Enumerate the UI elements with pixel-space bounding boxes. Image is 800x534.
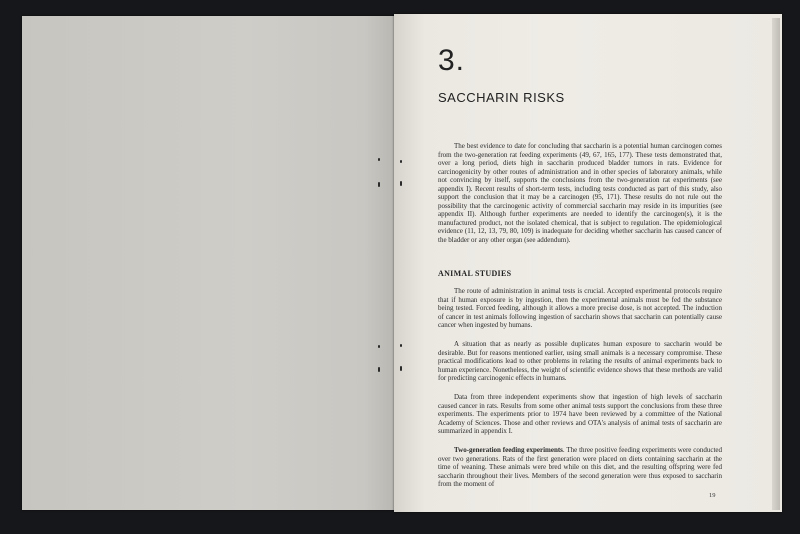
run-in-body: . The three positive feeding experiments were conducted over two generations. Rats of the first generation were placed on diets containing saccharin at the time of weaning. These animals were bred while on this diet, and the resulting offspring were fed saccharin throughout their lives. Members of the second generation were thus exposed to saccharin from the moment of bbox=[438, 446, 722, 488]
binding-hole-mark bbox=[378, 345, 380, 348]
binding-hole-mark bbox=[378, 158, 380, 161]
intro-paragraph: The best evidence to date for concluding that saccharin is a potential human carcinogen comes from the two-generation rat feeding experiments (49, 67, 165, 177). These tests demonstrated that, over a long period, diets high in saccharin produced bladder tumors in rats. Evidence for carcinogenicity by other routes of administration and in other species of laboratory animals, while not convincing by itself, supports the conclusions from the two-generation rat experiments (see appendix I). Recent results of short-term tests, including tests conducted as part of this study, also support the conclusion that it may be a carcinogen (95, 171). These results do not rule out the possibility that the carcinogenic activity of commercial saccharin may reside in its impurities (see appendix II). Although further experiments are needed to identify the carcinogen(s), it is the manufactured product, not the isolated chemical, that is subject to regulation. The epidemiological evidence (11, 12, 13, 79, 80, 109) is inadequate for deciding whether saccharin has caused cancer of the bladder or any other organ (see addendum). bbox=[438, 142, 722, 244]
page-edge-shadow bbox=[772, 18, 780, 510]
body-paragraph: Data from three independent experiments show that ingestion of high levels of saccharin caused cancer in rats. Results from some other animal tests support the conclusions from these three experiments. The experiments prior to 1974 have been reviewed by a committee of the National Academy of Sciences. Those and other reviews and OTA's analysis of animal tests of saccharin are summarized in appendix I. bbox=[438, 393, 722, 435]
binding-hole-mark bbox=[400, 366, 402, 371]
section-heading: ANIMAL STUDIES bbox=[438, 269, 512, 278]
binding-hole-mark bbox=[400, 160, 402, 163]
right-page bbox=[394, 14, 782, 512]
body-paragraph bbox=[438, 446, 722, 489]
body-paragraph: A situation that as nearly as possible duplicates human exposure to saccharin would be desirable. But for reasons mentioned earlier, using small animals is a necessary compromise. These practical modifications lead to other problems in relating the results of animal experiments back to human experience. Nonetheless, the weight of scientific evidence shows that these methods are valid for predicting carcinogenic effects in humans. bbox=[438, 340, 722, 382]
binding-hole-mark bbox=[378, 367, 380, 372]
binding-hole-mark bbox=[378, 182, 380, 187]
chapter-title: SACCHARIN RISKS bbox=[438, 90, 565, 105]
page-number: 19 bbox=[709, 492, 716, 499]
binding-hole-mark bbox=[400, 181, 402, 186]
body-paragraph: The route of administration in animal tests is crucial. Accepted experimental protocols require that if human exposure is by ingestion, then the experimental animals must be fed the substance being tested. Forced feeding, although it allows a more precise dose, is not accepted. The induction of cancer in test animals following ingestion of saccharin shows that saccharin can potentially cause cancer when ingested by humans. bbox=[438, 287, 722, 329]
run-in-heading: Two-generation feeding experiments bbox=[454, 446, 563, 454]
left-page-blank bbox=[22, 16, 394, 510]
chapter-number: 3. bbox=[438, 44, 466, 77]
binding-hole-mark bbox=[400, 344, 402, 347]
